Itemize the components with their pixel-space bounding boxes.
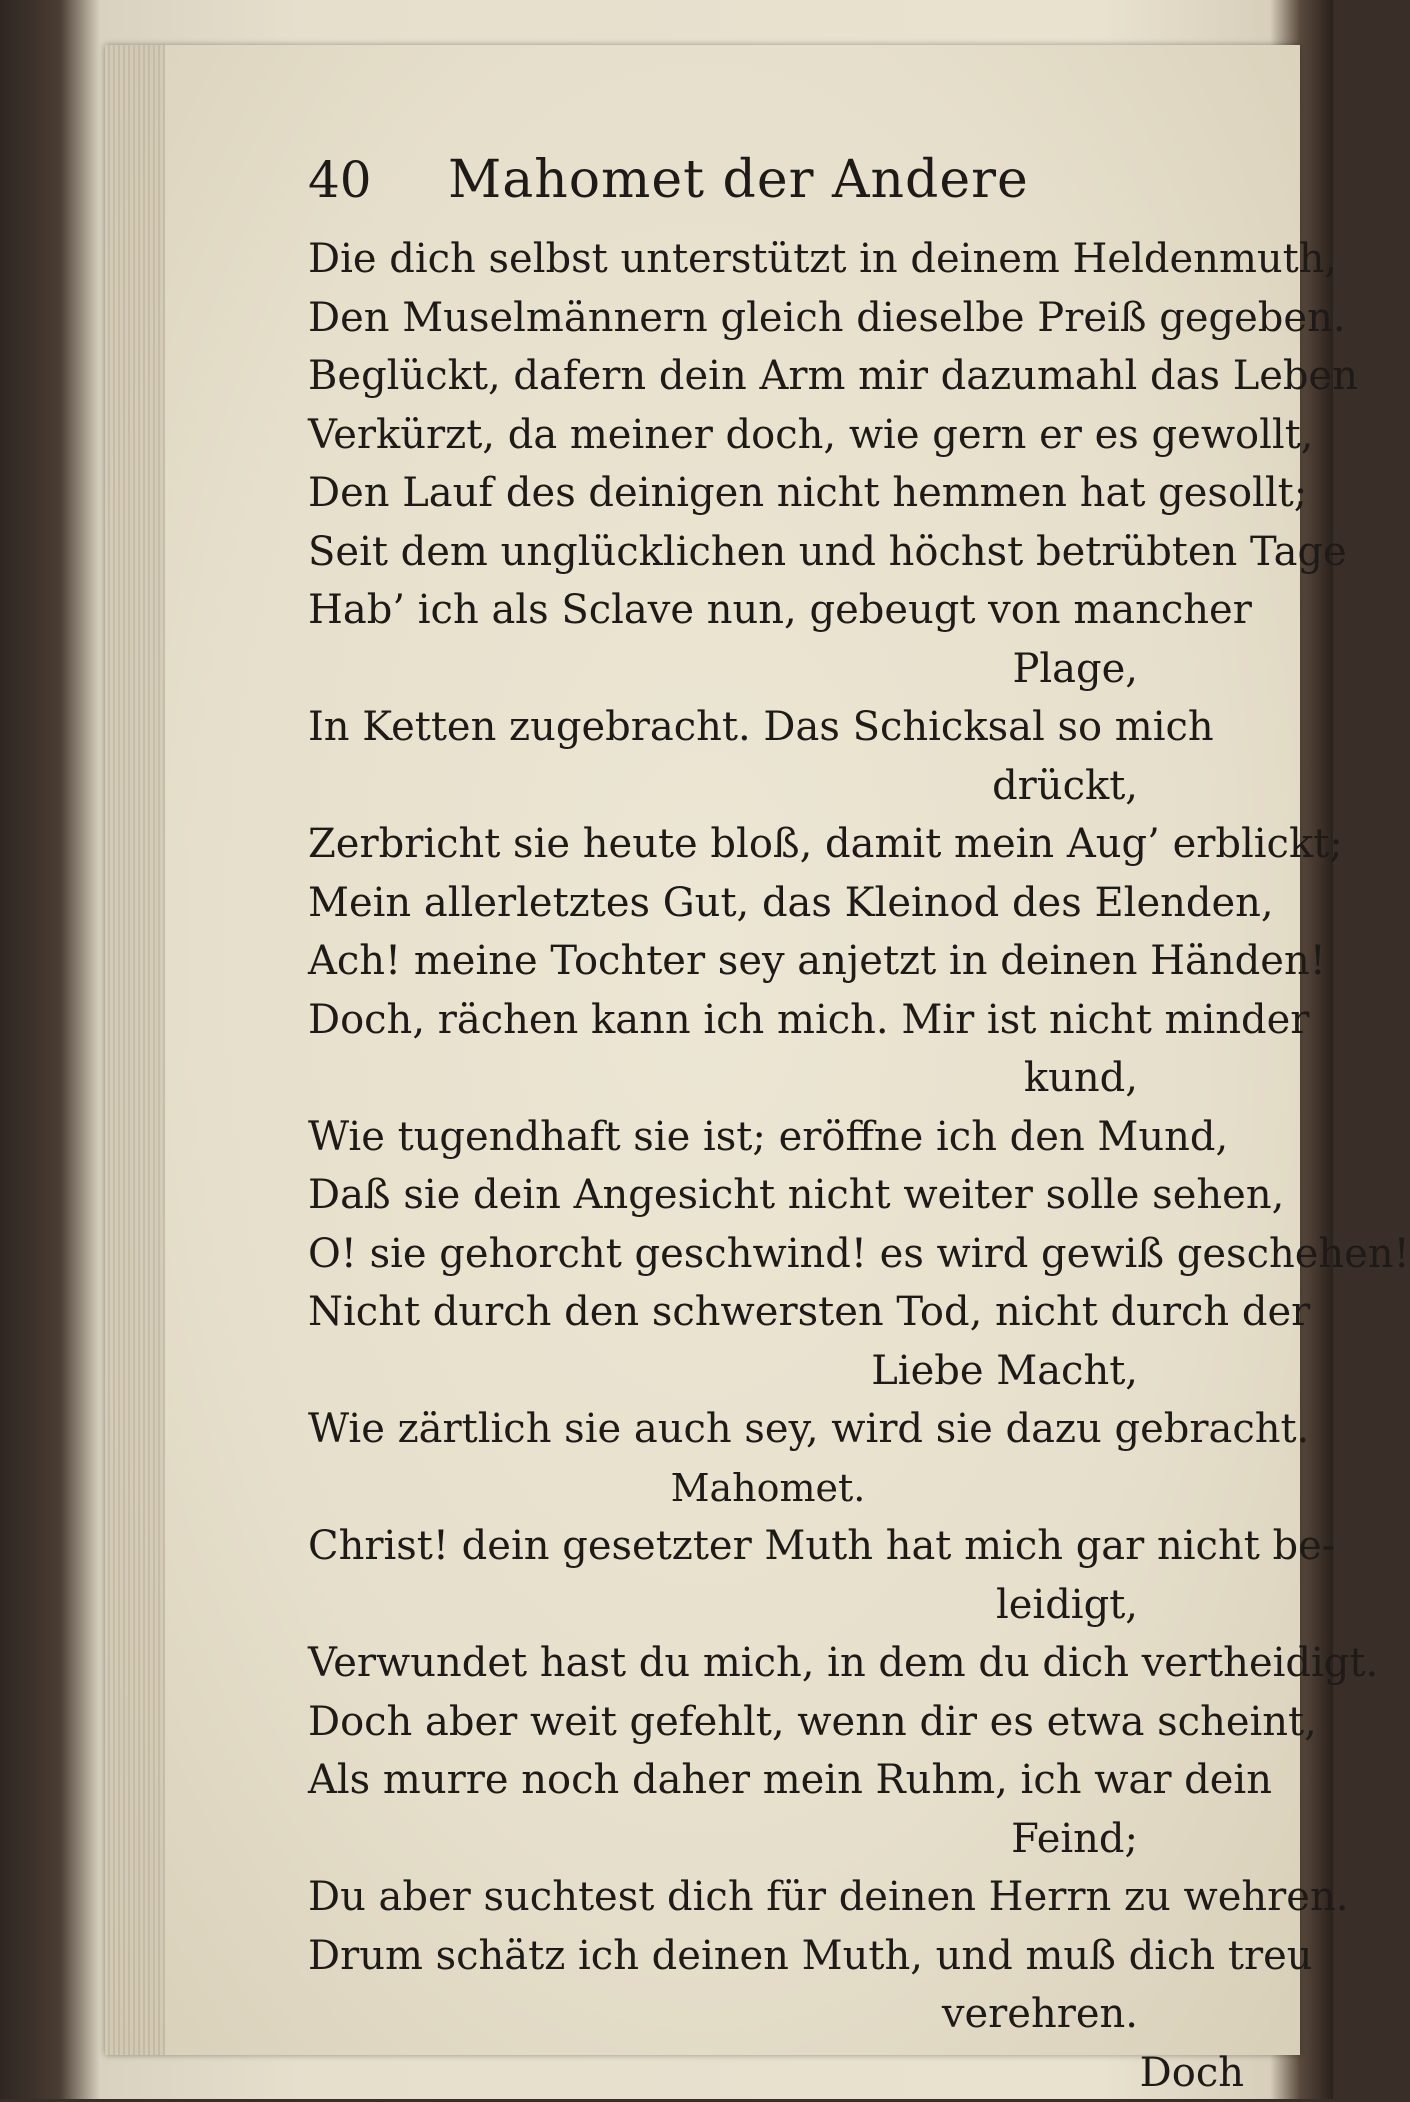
catchword: Doch [308, 2044, 1258, 2102]
verse-line: Beglückt, dafern dein Arm mir dazumahl das Leben [308, 347, 1258, 406]
verse-line-continuation: kund, [308, 1049, 1258, 1108]
page-number: 40 [308, 151, 438, 209]
verse-line: In Ketten zugebracht. Das Schicksal so mich [308, 698, 1258, 757]
verse-line: Doch, rächen kann ich mich. Mir ist nicht minder [308, 991, 1258, 1050]
verse-line-continuation: verehren. [308, 1985, 1258, 2044]
verse-line: Wie zärtlich sie auch sey, wird sie dazu gebracht. [308, 1400, 1258, 1459]
verse-line-continuation: Plage, [308, 640, 1258, 699]
verse-line: Als murre noch daher mein Ruhm, ich war dein [308, 1751, 1258, 1810]
running-head: Mahomet der Andere [448, 150, 1029, 210]
verse-line: Christ! dein gesetzter Muth hat mich gar nicht be- [308, 1517, 1258, 1576]
verse-line: Daß sie dein Angesicht nicht weiter solle sehen, [308, 1166, 1258, 1225]
verse-line: Verwundet hast du mich, in dem du dich vertheidigt. [308, 1634, 1258, 1693]
page-header [308, 150, 1258, 230]
speaker-name: Mahomet. [308, 1459, 1258, 1518]
verse-line: Verkürzt, da meiner doch, wie gern er es gewollt, [308, 406, 1258, 465]
verse-line-continuation: drückt, [308, 757, 1258, 816]
verse-lines [308, 230, 1258, 2044]
verse-line-continuation: Liebe Macht, [308, 1342, 1258, 1401]
verse-line: Doch aber weit gefehlt, wenn dir es etwa scheint, [308, 1693, 1258, 1752]
verse-line: Hab’ ich als Sclave nun, gebeugt von mancher [308, 581, 1258, 640]
verse-line: Ach! meine Tochter sey anjetzt in deinen Händen! [308, 932, 1258, 991]
verse-line-continuation: Feind; [308, 1810, 1258, 1869]
verse-line: Mein allerletztes Gut, das Kleinod des Elenden, [308, 874, 1258, 933]
verse-line: Seit dem unglücklichen und höchst betrübten Tage [308, 523, 1258, 582]
verse-line: Du aber suchtest dich für deinen Herrn zu wehren. [308, 1868, 1258, 1927]
page-text [308, 150, 1258, 2102]
page-edge [105, 45, 165, 2055]
verse-line: Den Lauf des deinigen nicht hemmen hat gesollt; [308, 464, 1258, 523]
verse-line: Den Muselmännern gleich dieselbe Preiß gegeben. [308, 289, 1258, 348]
verse-line: Nicht durch den schwersten Tod, nicht durch der [308, 1283, 1258, 1342]
verse-line: Zerbricht sie heute bloß, damit mein Aug’ erblickt; [308, 815, 1258, 874]
verse-line: Die dich selbst unterstützt in deinem Heldenmuth, [308, 230, 1258, 289]
verse-line: Wie tugendhaft sie ist; eröffne ich den Mund, [308, 1108, 1258, 1167]
verse-line: O! sie gehorcht geschwind! es wird gewiß geschehen! [308, 1225, 1258, 1284]
verse-line: Drum schätz ich deinen Muth, und muß dich treu [308, 1927, 1258, 1986]
verse-line-continuation: leidigt, [308, 1576, 1258, 1635]
